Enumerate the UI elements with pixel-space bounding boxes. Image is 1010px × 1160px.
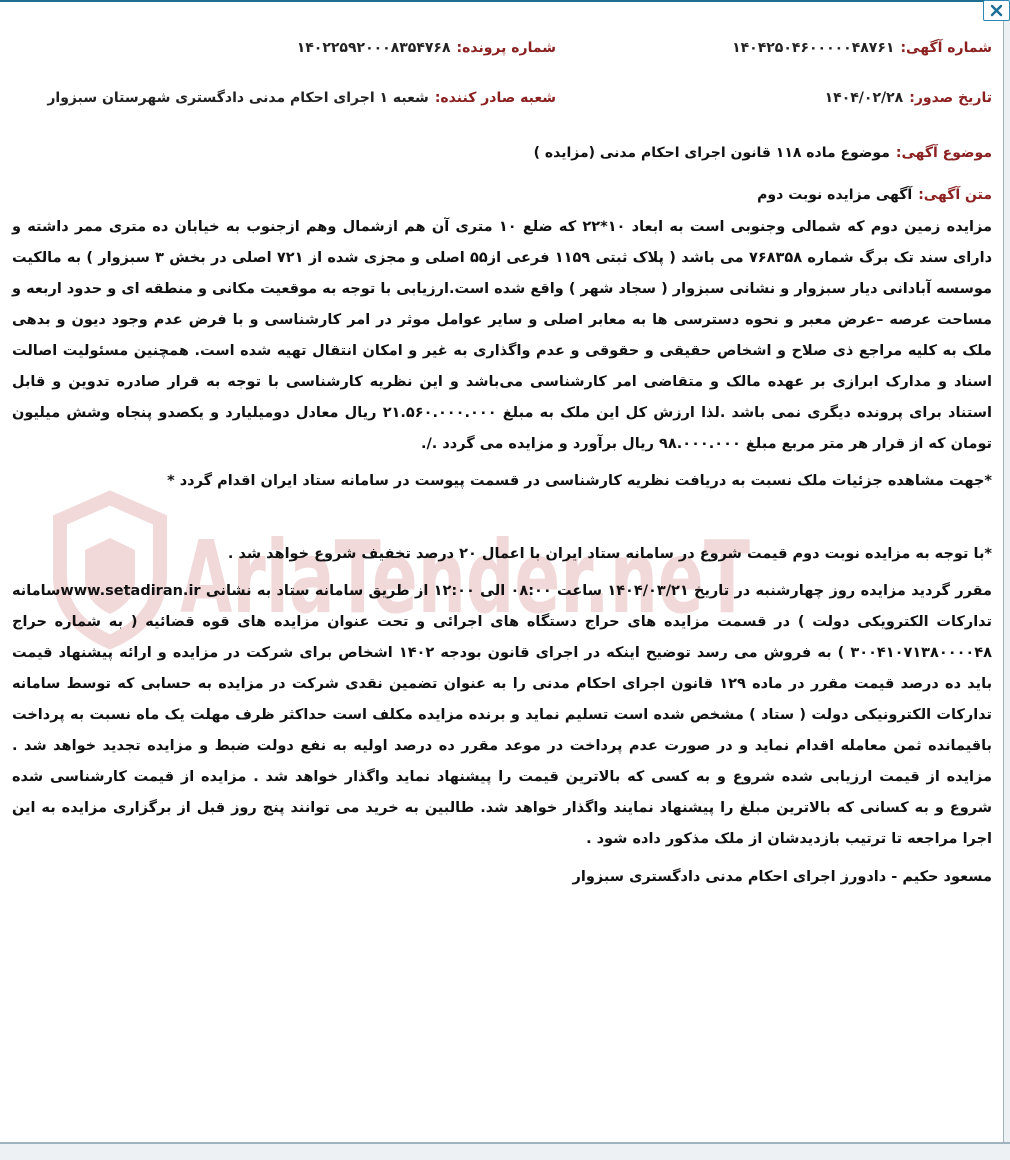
expert-report-note: *جهت مشاهده جزئیات ملک نسبت به دریافت نظریه کارشناسی در قسمت پیوست در سامانه ستاد ایران اقدام گردد * [167,473,992,489]
meta-row-numbers [12,40,992,66]
window-top-border [0,0,1010,2]
issue-date-label: تاریخ صدور: [909,90,992,106]
issuing-branch [47,90,556,106]
notice-number-label: شماره آگهی: [900,40,992,56]
subject-line [12,140,992,166]
issuing-branch-label: شعبه صادر کننده: [434,90,556,106]
issuing-branch-value: شعبه ۱ اجرای احکام مدنی دادگستری شهرستان سبزوار [47,90,429,106]
subject-label: موضوع آگهی: [895,145,992,161]
case-number-label: شماره پرونده: [456,40,556,56]
window-scrollbar[interactable] [1003,0,1010,1158]
issue-date [825,90,992,106]
meta-row-dates [12,90,992,116]
signature: مسعود حکیم - دادورز اجرای احکام مدنی دادگستری سبزوار [572,869,992,885]
notice-number-value: ۱۴۰۴۲۵۰۴۶۰۰۰۰۰۴۸۷۶۱ [732,40,895,56]
text-title-line [12,182,992,208]
description-paragraph: مزایده زمین دوم که شمالی وجنوبی است به ابعاد ۱۰*۲۲ که ضلع ۱۰ متری آن هم ازشمال وهم ازجنوب به خیابان ده متری ممر داشته و دارای سند تک برگ شماره ۷۶۸۳۵۸ می باشد ( پلاک ثبتی ۱۱۵۹ فرعی از۵۵ اصلی و مجزی شده از ۷۲۱ اصلی در بخش ۳ سبزوار ) به مالکیت موسسه آبادانی دیار سبزوار و نشانی سبزوار ( سجاد شهر ) واقع شده است.ارزیابی با توجه به موقعیت مکانی و منطقه ای و حدود اربعه و مساحت عرصه –عرض معبر و نحوه دسترسی ها به معابر اصلی و سایر عوامل موثر در امر کارشناسی و با فرض عدم وجود دیون و بدهی ملک به کلیه مراجع ذی صلاح و اشخاص حقیقی و حقوقی و عدم واگذاری به غیر و امکان انتقال تهیه شده است. همچنین مسئولیت اصالت اسناد و مدارک ابرازی بر عهده مالک و متقاضی امر کارشناسی می‌باشد و این نظریه کارشناسی با توجه به قرار صادره تدوین و قابل استناد برای پرونده دیگری نمی باشد .لذا ارزش کل این ملک به مبلغ ۲۱.۵۶۰.۰۰۰.۰۰۰ ریال معادل دومیلیارد و یکصدو پنجاه وشش میلیون تومان که از قرار هر متر مربع مبلغ ۹۸.۰۰۰.۰۰۰ ریال برآورد و مزایده می گردد ./. [12,219,993,452]
notice-document [12,40,992,885]
discount-note: *با توجه به مزایده نوبت دوم قیمت شروع در سامانه ستاد ایران با اعمال ۲۰ درصد تخفیف شروع خواهد شد . [227,546,992,562]
issue-date-value: ۱۴۰۴/۰۲/۲۸ [824,90,904,106]
case-number [297,40,556,56]
close-icon [990,4,1003,17]
auction-terms-paragraph: مقرر گردید مزایده روز چهارشنبه در تاریخ ۱۴۰۴/۰۳/۲۱ ساعت ۰۸:۰۰ الی ۱۲:۰۰ از طریق سامانه ستاد به نشانی www.setadiran.irسامانه تدارکات الکترویکی دولت ) در قسمت مزایده های حراج دستگاه های اجرائی و تحت عنوان مزایده های قوه قضائیه ( به شماره حراج ۳۰۰۴۱۰۷۱۳۸۰۰۰۰۴۸ ) به فروش می رسد توضیح اینکه در اجرای قانون بودجه ۱۴۰۲ اشخاص برای شرکت در مزایده و ارائه پیشنهاد قیمت باید ده درصد قیمت مقرر در ماده ۱۲۹ قانون اجرای احکام مدنی را به عنوان تضمین نقدی شرکت در مزایده به حسابی که توسط سامانه تدارکات الکترونیکی دولت ( ستاد ) مشخص شده است تسلیم نماید و برنده مزایده مکلف است حداکثر ظرف مهلت یک ماه نسبت به پرداخت باقیمانده ثمن معامله اقدام نماید و در صورت عدم پرداخت در موعد مقرر ده درصد اولیه به نفع دولت ضبط و مزایده تجدید خواهد شد . مزایده از قیمت ارزیابی شده شروع و به کسی که بالاترین قیمت را پیشنهاد نماید واگذار خواهد شد . مزایده از قیمت کارشناسی شده شروع و به کسانی که بالاترین مبلغ را پیشنهاد نمایند واگذار خواهد شد. طالبین به خرید می توانند پنج روز قبل از برگزاری مزایده به این اجرا مراجعه تا ترتیب بازدیدشان از ملک مذکور داده شود . [12,583,993,847]
watermark-text: AriaTender.neT [180,519,750,636]
case-number-value: ۱۴۰۲۲۵۹۲۰۰۰۸۳۵۴۷۶۸ [296,40,451,56]
text-title: آگهی مزایده نوبت دوم [757,187,913,203]
subject-value: موضوع ماده ۱۱۸ قانون اجرای احکام مدنی (مزایده ) [533,145,890,161]
text-label: متن آگهی: [918,187,992,203]
notice-number [732,40,992,56]
close-button[interactable] [983,0,1010,21]
window-bottom-bar [0,1142,1010,1160]
